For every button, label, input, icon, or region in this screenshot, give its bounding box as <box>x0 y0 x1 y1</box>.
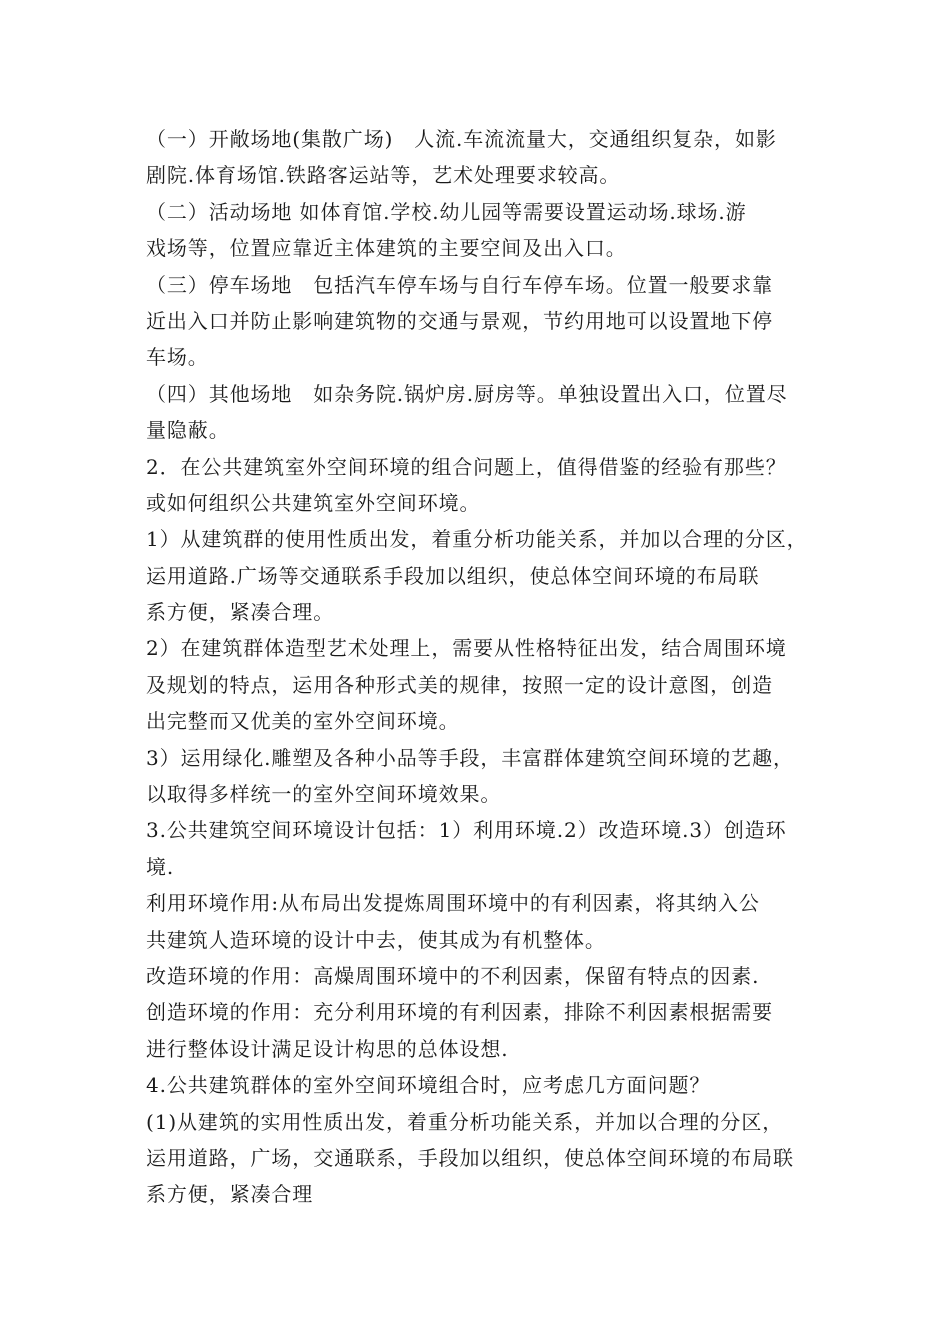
text-line: 境. <box>146 854 175 879</box>
text-line: 剧院.体育场馆.铁路客运站等，艺术处理要求较高。 <box>146 163 621 188</box>
text-line: 戏场等，位置应靠近主体建筑的主要空间及出入口。 <box>146 236 627 261</box>
text-line: 3.公共建筑空间环境设计包括：1）利用环境.2）改造环境.3）创造环 <box>146 818 787 843</box>
text-line: 量隐蔽。 <box>146 418 230 443</box>
text-line: 利用环境作用:从布局出发提炼周围环境中的有利因素，将其纳入公 <box>146 891 760 916</box>
text-line: 创造环境的作用：充分利用环境的有利因素，排除不利因素根据需要 <box>146 1000 773 1025</box>
text-line: 1）从建筑群的使用性质出发，着重分析功能关系，并加以合理的分区， <box>146 527 808 552</box>
text-line: 系方便，紧凑合理 <box>146 1182 314 1207</box>
text-line: 进行整体设计满足设计构思的总体设想. <box>146 1036 509 1061</box>
text-line: 运用道路.广场等交通联系手段加以组织，使总体空间环境的布局联 <box>146 563 760 588</box>
text-line: 运用道路，广场，交通联系，手段加以组织，使总体空间环境的布局联 <box>146 1145 794 1170</box>
text-line: (1)从建筑的实用性质出发，着重分析功能关系，并加以合理的分区， <box>146 1109 784 1134</box>
text-line: 2．在公共建筑室外空间环境的组合问题上，值得借鉴的经验有那些？ <box>146 454 787 479</box>
text-line: 改造环境的作用：高燥周围环境中的不利因素，保留有特点的因素. <box>146 963 760 988</box>
text-line: 近出入口并防止影响建筑物的交通与景观，节约用地可以设置地下停 <box>146 308 773 333</box>
text-line: （二）活动场地 如体育馆.学校.幼儿园等需要设置运动场.球场.游 <box>146 199 747 224</box>
text-line: 以取得多样统一的室外空间环境效果。 <box>146 782 502 807</box>
text-line: 共建筑人造环境的设计中去，使其成为有机整体。 <box>146 927 606 952</box>
text-line: 系方便，紧凑合理。 <box>146 600 335 625</box>
text-line: 2）在建筑群体造型艺术处理上，需要从性格特征出发，结合周围环境 <box>146 636 787 661</box>
text-line: 车场。 <box>146 345 209 370</box>
text-line: （四）其他场地 如杂务院.锅炉房.厨房等。单独设置出入口，位置尽 <box>146 381 788 406</box>
text-line: 出完整而又优美的室外空间环境。 <box>146 709 460 734</box>
text-line: 3）运用绿化.雕塑及各种小品等手段，丰富群体建筑空间环境的艺趣， <box>146 745 794 770</box>
document-body <box>146 121 836 1213</box>
text-line: 或如何组织公共建筑室外空间环境。 <box>146 490 481 515</box>
text-line: （三）停车场地 包括汽车停车场与自行车停车场。位置一般要求靠 <box>146 272 773 297</box>
text-line: 及规划的特点，运用各种形式美的规律，按照一定的设计意图，创造 <box>146 672 773 697</box>
text-line: 4.公共建筑群体的室外空间环境组合时，应考虑几方面问题？ <box>146 1073 711 1098</box>
text-line: （一）开敞场地(集散广场) 人流.车流流量大，交通组织复杂，如影 <box>146 127 777 151</box>
